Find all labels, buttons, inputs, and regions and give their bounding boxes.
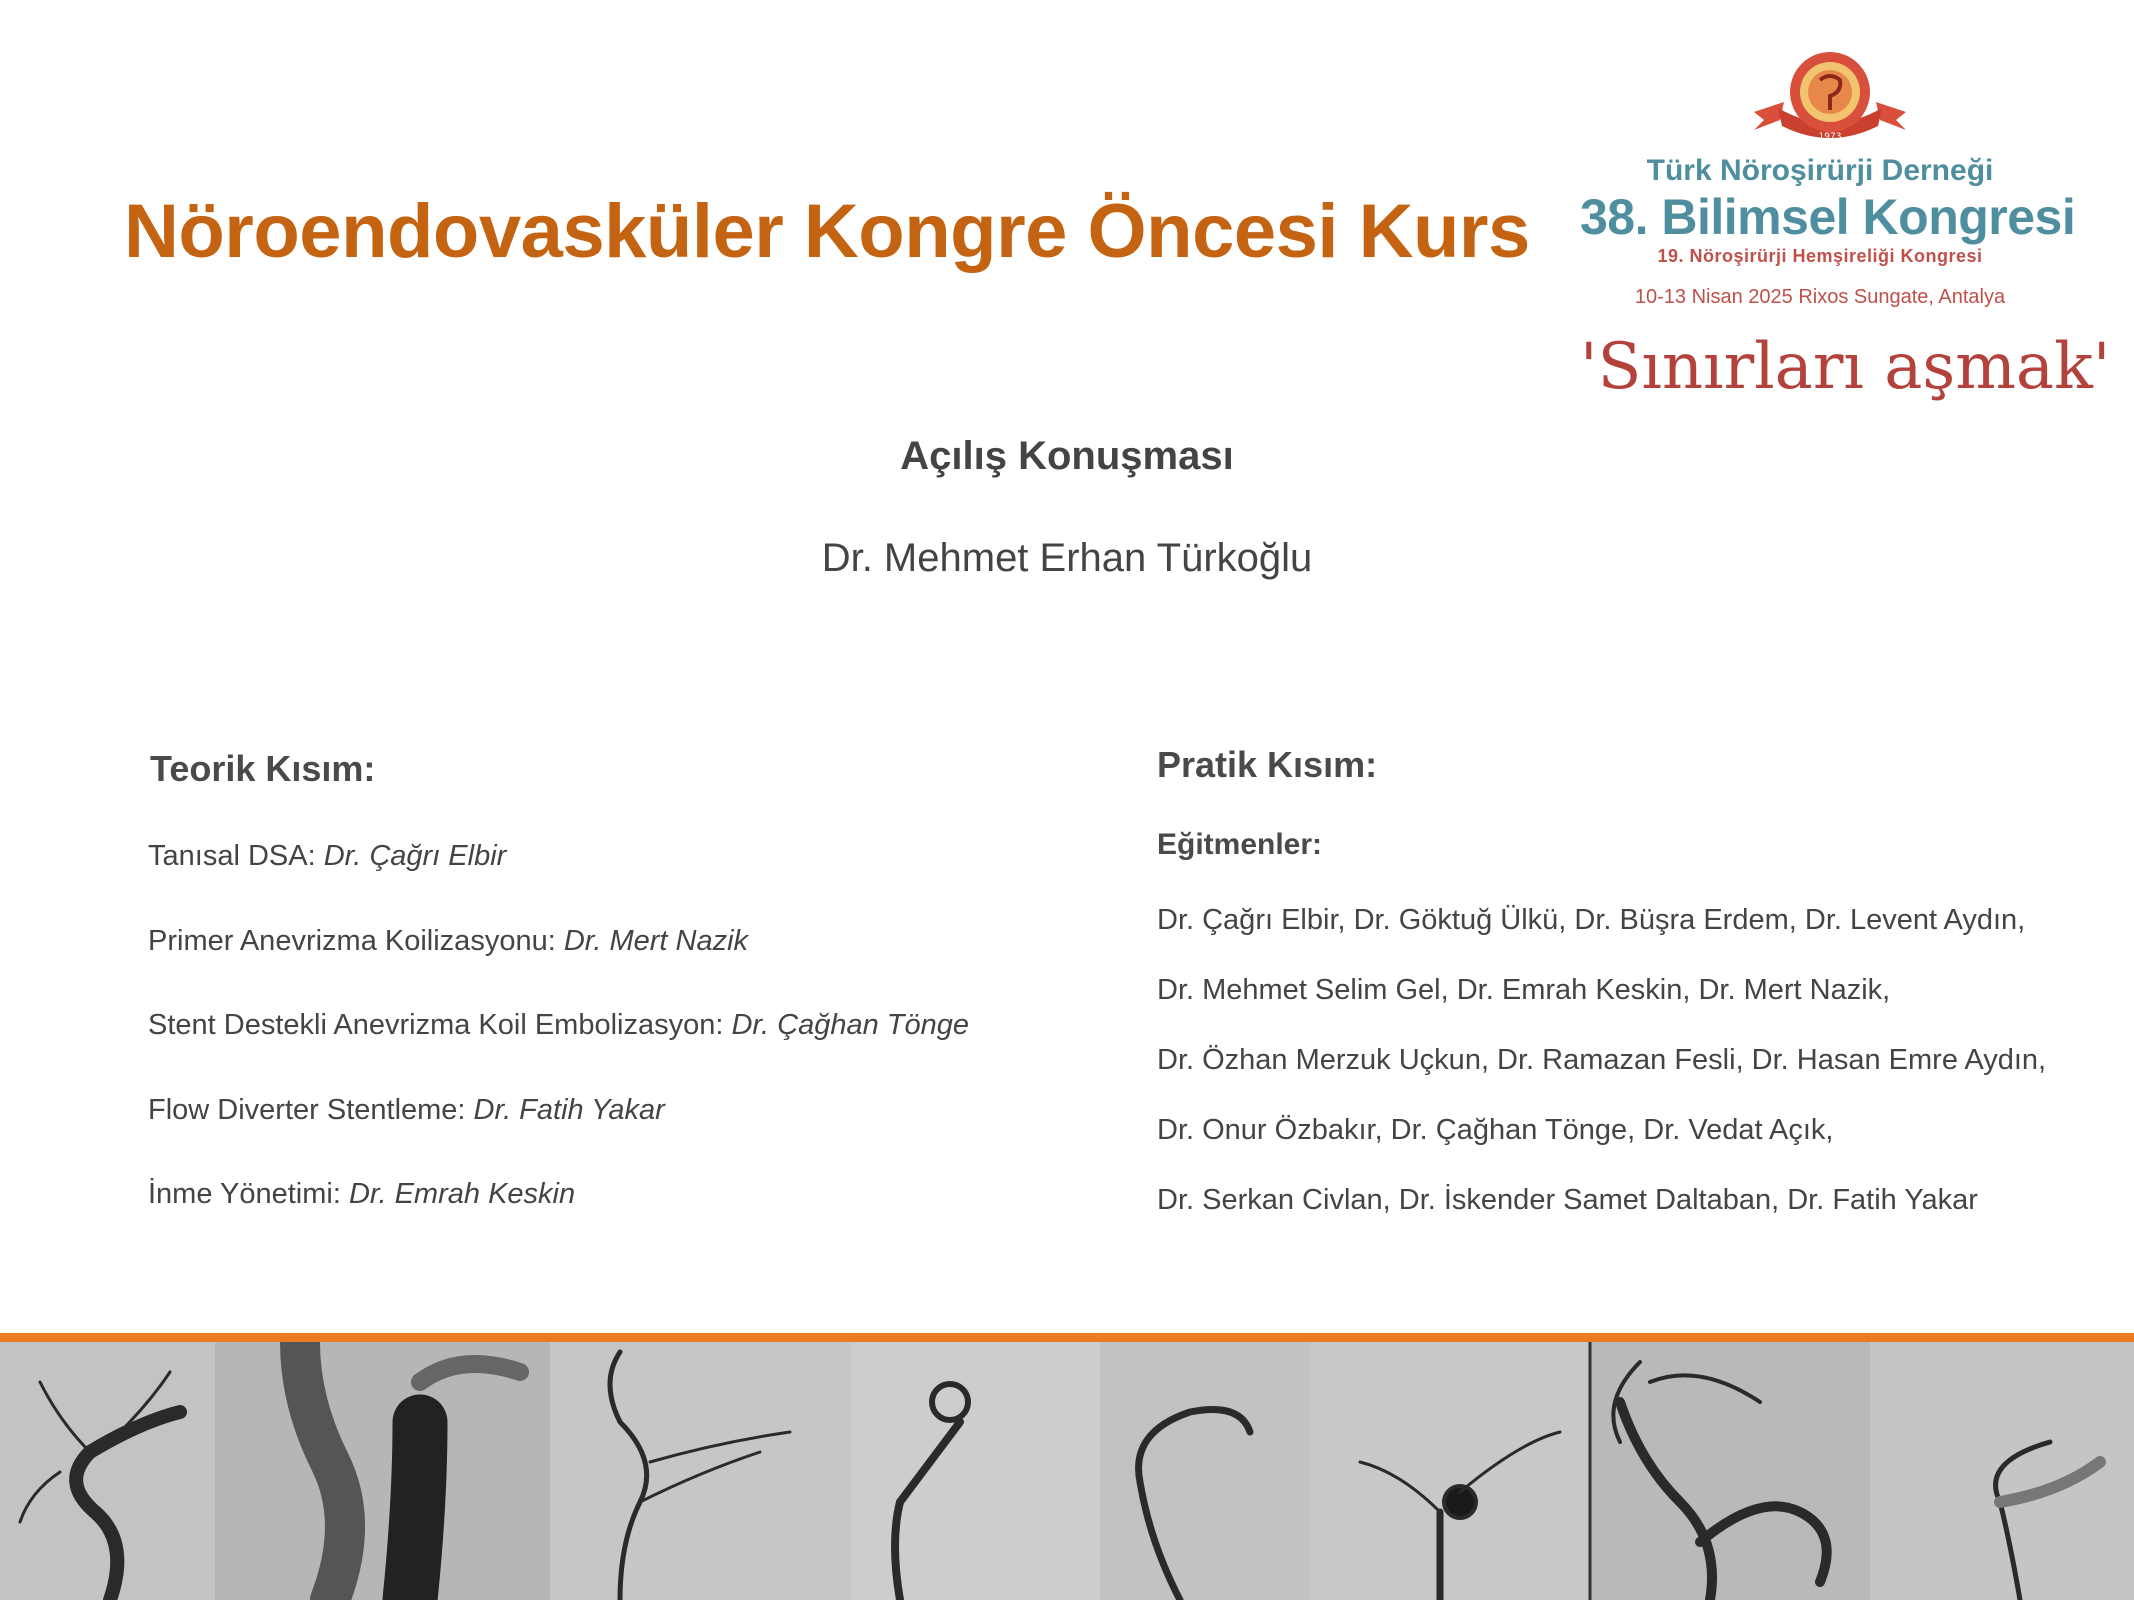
seal-year: 1973 [1818,132,1842,142]
angiography-image-strip [0,1342,2134,1600]
list-item [148,1009,969,1094]
topic: Stent Destekli Anevrizma Koil Embolizasyon: [148,1009,732,1041]
topic: Tanısal DSA: [148,840,324,872]
list-item: Dr. Serkan Civlan, Dr. İskender Samet Daltaban, Dr. Fatih Yakar [1157,1184,1978,1216]
topic: İnme Yönetimi: [148,1178,349,1210]
speaker-name: Dr. Mert Nazik [563,924,749,957]
list-item [148,1094,969,1179]
speaker-name: Dr. Çağrı Elbir [323,840,507,872]
list-item: Dr. Mehmet Selim Gel, Dr. Emrah Keskin, Dr. Mert Nazik, [1157,974,1891,1006]
date-place: 10-13 Nisan 2025 Rixos Sungate, Antalya [1634,286,2006,308]
list-item: Dr. Çağrı Elbir, Dr. Göktuğ Ülkü, Dr. Büşra Erdem, Dr. Levent Aydın, [1157,904,2026,936]
topic: Flow Diverter Stentleme: [148,1093,474,1126]
list-item [148,925,969,1010]
list-item: Dr. Özhan Merzuk Uçkun, Dr. Ramazan Fesli, Dr. Hasan Emre Aydın, [1157,1044,2047,1076]
list-item [148,840,969,925]
opening-speaker: Dr. Mehmet Erhan Türkoğlu [821,536,1313,580]
orange-divider [0,1333,2134,1342]
page-title: Nöroendovasküler Kongre Öncesi Kurs [124,189,1530,274]
congress-logo [1580,50,2111,420]
speaker-name: Dr. Fatih Yakar [473,1093,665,1126]
motto: 'Sınırları aşmak' [1580,330,2111,404]
topic: Primer Anevrizma Koilizasyonu: [148,924,564,957]
speaker-name: Dr. Emrah Keskin [348,1178,576,1210]
nursing-congress-name: 19. Nöroşirürji Hemşireliği Kongresi [1657,246,1983,266]
theory-heading: Teorik Kısım: [150,748,376,789]
list-item: Dr. Onur Özbakır, Dr. Çağhan Tönge, Dr. Vedat Açık, [1157,1114,1834,1146]
opening-heading: Açılış Konuşması [900,434,1234,478]
practice-heading: Pratik Kısım: [1157,744,1378,785]
society-seal-icon [1750,50,1910,150]
trainers-heading: Eğitmenler: [1157,828,1323,861]
list-item [148,1178,969,1263]
congress-name: 38. Bilimsel Kongresi [1580,189,2076,245]
trainers-list [1157,904,2046,1254]
speaker-name: Dr. Çağhan Tönge [731,1009,969,1041]
theory-list [148,840,969,1263]
org-name: Türk Nöroşirürji Derneği [1646,154,1994,187]
